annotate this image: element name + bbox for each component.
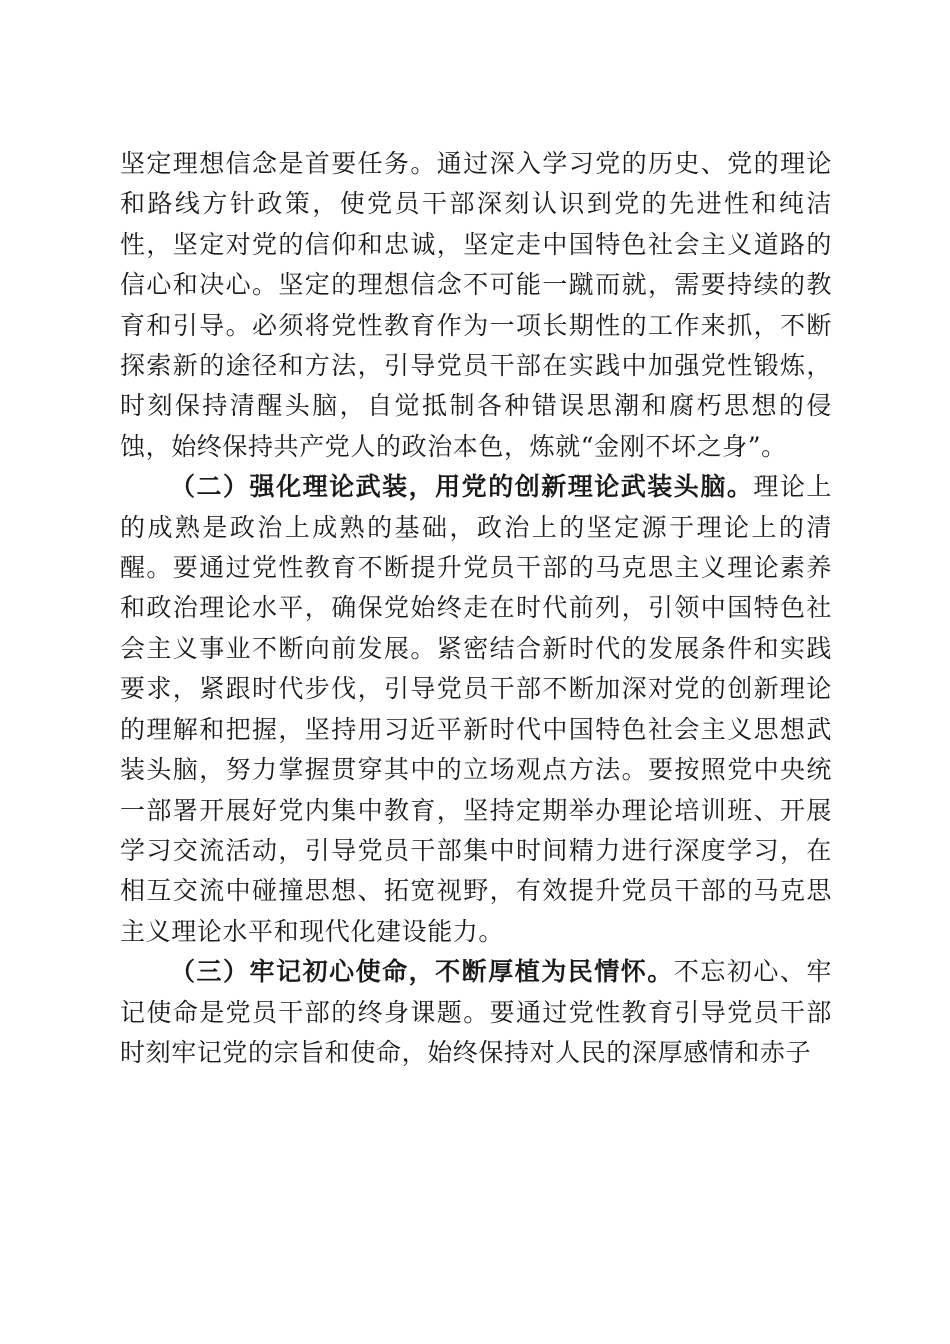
document-body bbox=[120, 144, 832, 1073]
paragraph-3 bbox=[120, 952, 832, 1073]
paragraph-3-text: 不忘初心、牢记使命是党员干部的终身课题。要通过党性教育引导党员干部时刻牢记党的宗旨和使命，始终保持对人民的深厚感情和赤子 bbox=[120, 957, 832, 1067]
paragraph-1 bbox=[120, 144, 832, 467]
paragraph-2-text: 理论上的成熟是政治上成熟的基础，政治上的坚定源于理论上的清醒。要通过党性教育不断提升党员干部的马克思主义理论素养和政治理论水平，确保党始终走在时代前列，引领中国特色社会主义事业不断向前发展。紧密结合新时代的发展条件和实践要求，紧跟时代步伐，引导党员干部不断加深对党的创新理论的理解和把握，坚持用习近平新时代中国特色社会主义思想武装头脑，努力掌握贯穿其中的立场观点方法。要按照党中央统一部署开展好党内集中教育，坚持定期举办理论培训班、开展学习交流活动，引导党员干部集中时间精力进行深度学习，在相互交流中碰撞思想、拓宽视野，有效提升党员干部的马克思主义理论水平和现代化建设能力。 bbox=[120, 472, 832, 946]
paragraph-2 bbox=[120, 467, 832, 952]
section-3-heading: （三）牢记初心使命，不断厚植为民情怀。 bbox=[170, 957, 674, 987]
section-2-heading: （二）强化理论武装，用党的创新理论武装头脑。 bbox=[170, 472, 754, 502]
paragraph-1-text: 坚定理想信念是首要任务。通过深入学习党的历史、党的理论和路线方针政策，使党员干部深刻认识到党的先进性和纯洁性，坚定对党的信仰和忠诚，坚定走中国特色社会主义道路的信心和决心。坚定的理想信念不可能一蹴而就，需要持续的教育和引导。必须将党性教育作为一项长期性的工作来抓，不断探索新的途径和方法，引导党员干部在实践中加强党性锻炼，时刻保持清醒头脑，自觉抵制各种错误思潮和腐朽思想的侵蚀，始终保持共产党人的政治本色，炼就“金刚不坏之身”。 bbox=[120, 149, 832, 461]
